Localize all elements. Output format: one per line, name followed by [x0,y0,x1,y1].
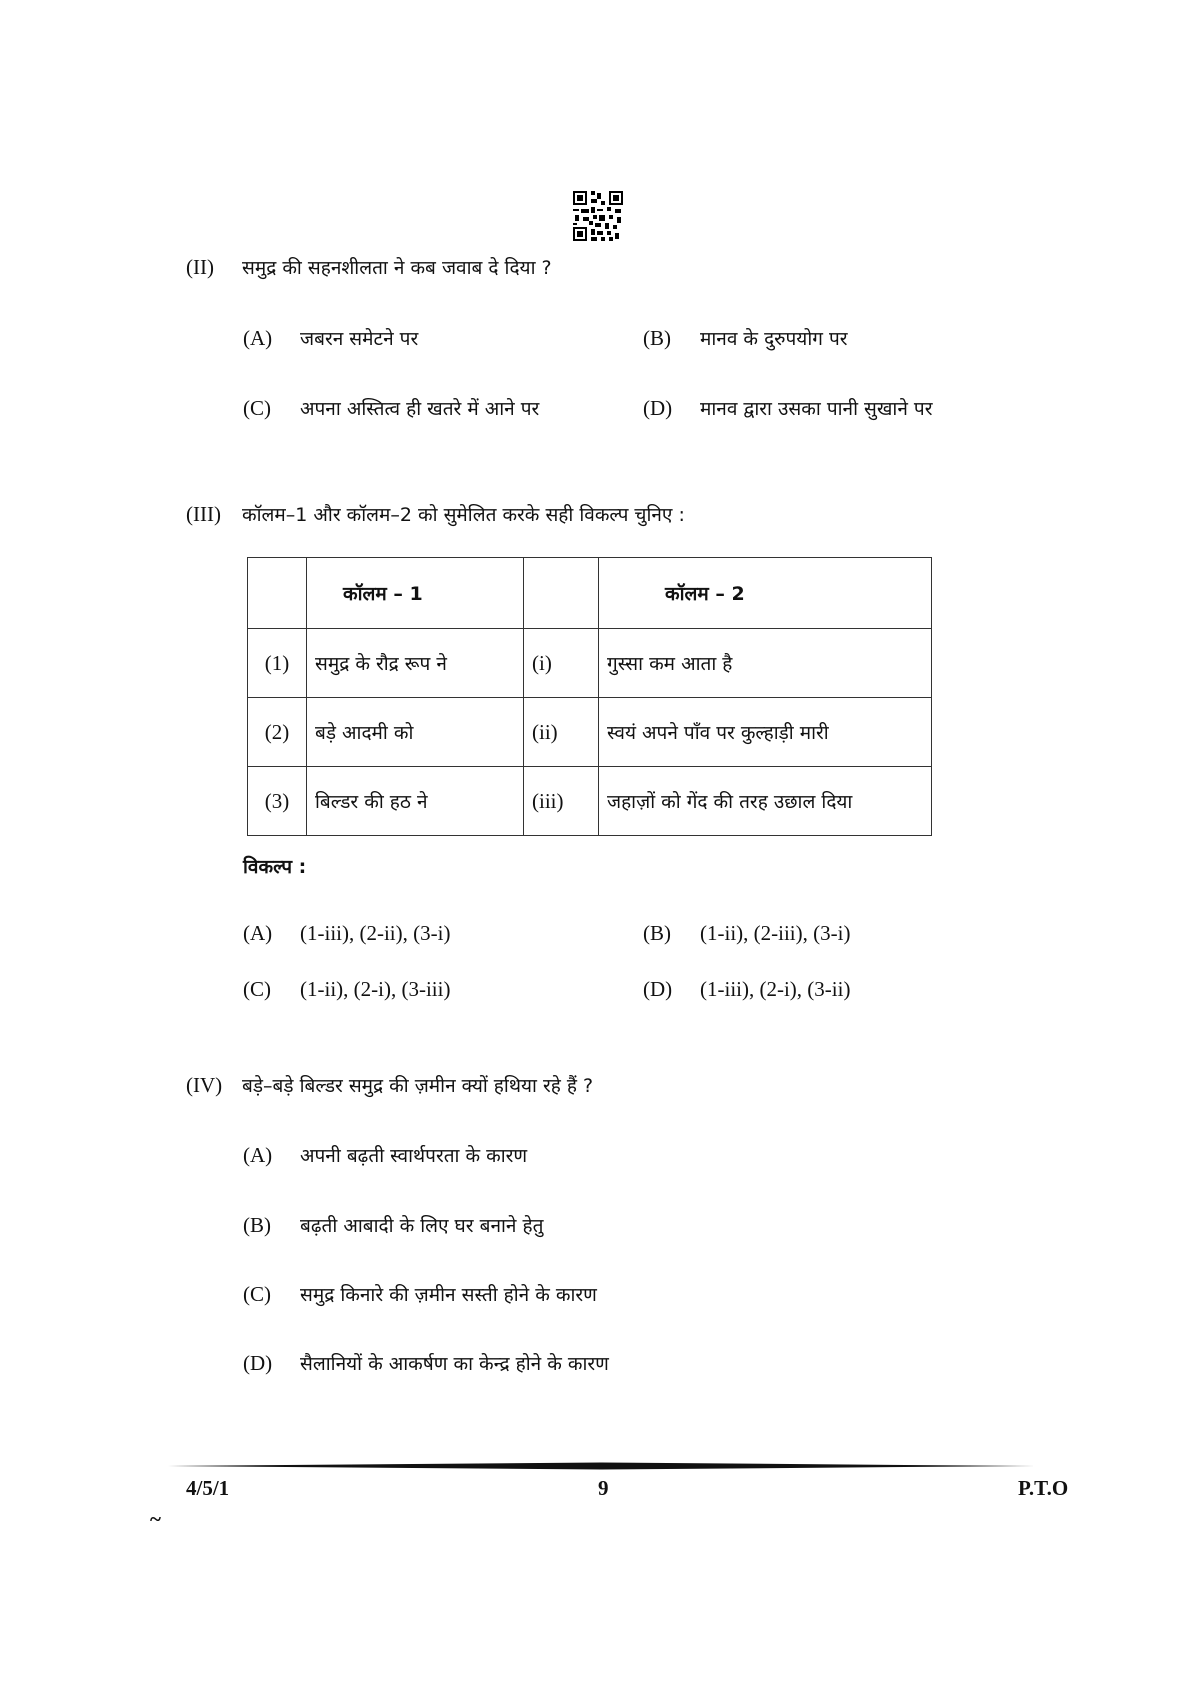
option-text: (1-iii), (2-ii), (3-i) [300,921,451,945]
option-b[interactable] [243,1212,543,1238]
option-letter: (C) [243,396,271,420]
option-text: (1-ii), (2-i), (3-iii) [300,977,451,1001]
question-number: (IV) [186,1073,223,1097]
option-d[interactable] [643,395,933,421]
option-d[interactable] [643,977,850,1002]
column-1-cell: बिल्डर की हठ ने [307,767,524,836]
row-roman: (ii) [524,698,599,767]
column-2-cell: स्वयं अपने पाँव पर कुल्हाड़ी मारी [599,698,932,767]
qr-code-icon [573,191,623,241]
option-letter: (C) [243,977,271,1001]
row-roman: (iii) [524,767,599,836]
option-text: बढ़ती आबादी के लिए घर बनाने हेतु [300,1215,544,1237]
header-cell [524,558,599,629]
column-2-cell: गुस्सा कम आता है [599,629,932,698]
option-text: समुद्र किनारे की ज़मीन सस्ती होने के कारण [300,1284,597,1306]
option-c[interactable] [243,1281,597,1307]
question-2 [186,254,552,280]
option-c[interactable] [243,395,539,421]
options-label: विकल्प : [243,856,307,878]
option-text: सैलानियों के आकर्षण का केन्द्र होने के कारण [300,1353,609,1375]
header-cell [248,558,307,629]
option-letter: (B) [643,326,671,350]
match-table [247,557,932,836]
option-text: (1-ii), (2-iii), (3-i) [700,921,851,945]
option-text: (1-iii), (2-i), (3-ii) [700,977,851,1001]
option-letter: (A) [243,1143,273,1167]
header-column-2: कॉलम – 2 [599,558,932,629]
option-a[interactable] [243,325,418,351]
option-text: अपना अस्तित्व ही खतरे में आने पर [300,398,540,420]
option-letter: (B) [643,921,671,945]
option-b[interactable] [643,921,850,946]
row-number: (3) [248,767,307,836]
question-text: बड़े–बड़े बिल्डर समुद्र की ज़मीन क्यों हथिया रहे हैं ? [242,1075,594,1097]
header-column-1: कॉलम – 1 [307,558,524,629]
page-number: 9 [598,1476,609,1500]
option-a[interactable] [243,1142,527,1168]
row-number: (2) [248,698,307,767]
option-letter: (C) [243,1282,271,1306]
question-number: (III) [186,502,221,526]
row-roman: (i) [524,629,599,698]
question-text: समुद्र की सहनशीलता ने कब जवाब दे दिया ? [242,257,552,279]
option-d[interactable] [243,1350,609,1376]
question-3 [186,501,685,527]
question-4 [186,1072,593,1098]
paper-code: 4/5/1 [186,1476,230,1500]
column-1-cell: बड़े आदमी को [307,698,524,767]
option-c[interactable] [243,977,450,1002]
question-number: (II) [186,255,214,279]
option-text: मानव द्वारा उसका पानी सुखाने पर [700,398,933,420]
option-letter: (B) [243,1213,271,1237]
option-letter: (D) [643,977,673,1001]
option-text: जबरन समेटने पर [300,328,419,350]
option-a[interactable] [243,921,450,946]
column-2-cell: जहाज़ों को गेंद की तरह उछाल दिया [599,767,932,836]
option-letter: (A) [243,921,273,945]
option-letter: (D) [643,396,673,420]
column-1-cell: समुद्र के रौद्र रूप ने [307,629,524,698]
option-text: मानव के दुरुपयोग पर [700,328,848,350]
table-header-row [248,558,932,629]
question-text: कॉलम–1 और कॉलम–2 को सुमेलित करके सही विकल्प चुनिए : [242,504,685,526]
footer-divider [168,1462,1035,1470]
option-text: अपनी बढ़ती स्वार्थपरता के कारण [300,1145,528,1167]
table-row [248,698,932,767]
table-row [248,629,932,698]
table-row [248,767,932,836]
option-b[interactable] [643,325,848,351]
please-turn-over: P.T.O [1018,1476,1069,1500]
option-letter: (A) [243,326,273,350]
row-number: (1) [248,629,307,698]
tilde-mark: ~ [150,1507,161,1531]
option-letter: (D) [243,1351,273,1375]
